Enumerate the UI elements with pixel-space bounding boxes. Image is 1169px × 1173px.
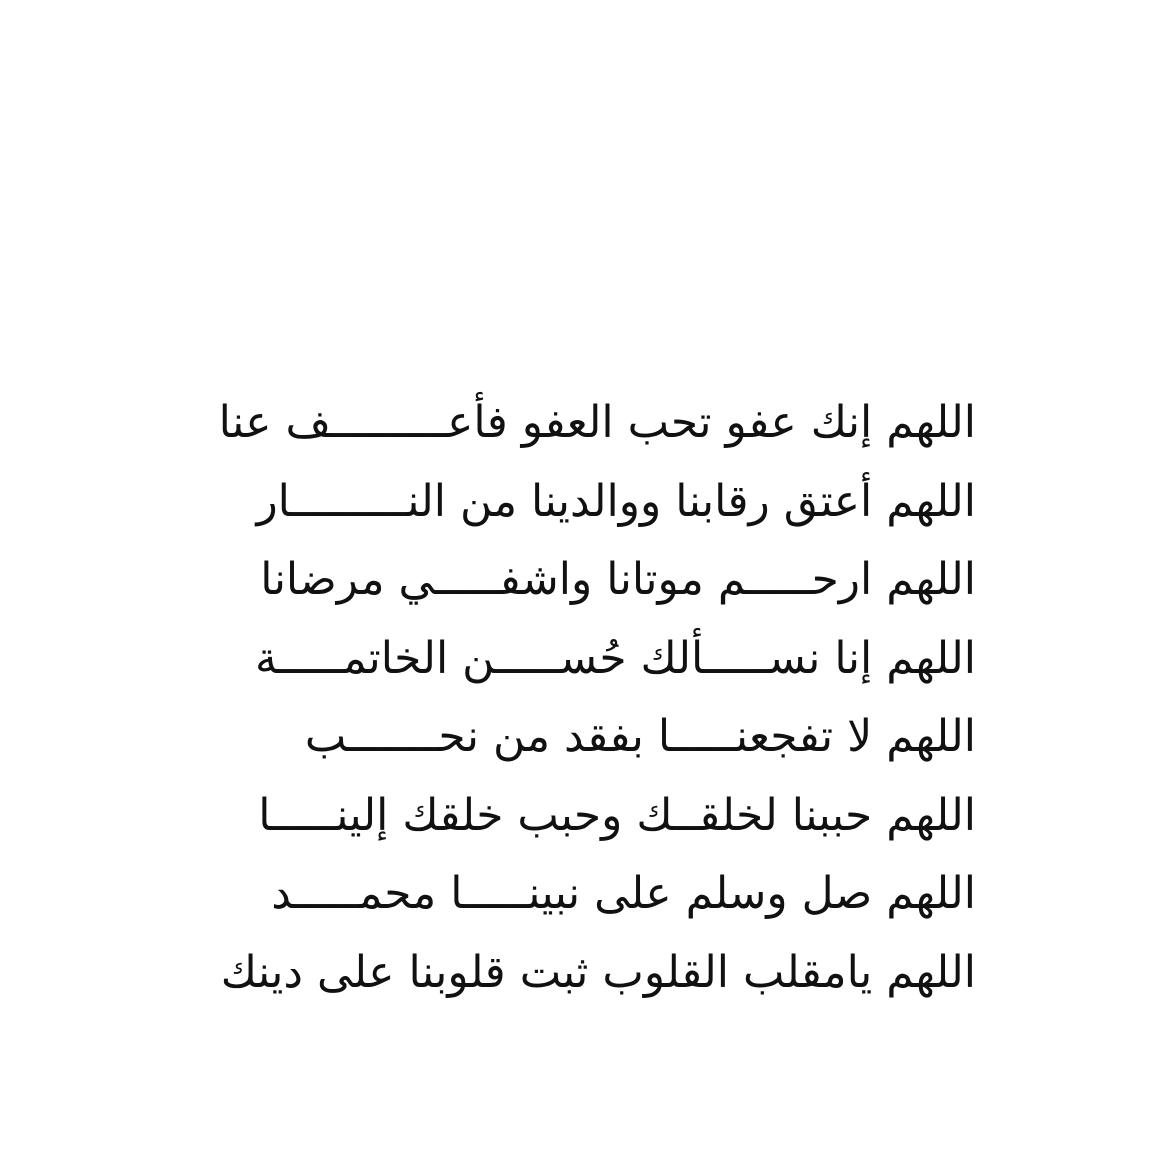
- dua-line-3: اللهم ارحـــــم موتانا واشفـــــي مرضانا: [260, 554, 976, 605]
- dua-line-8: اللهم يامقلب القلوب ثبت قلوبنا على دينك: [220, 946, 976, 998]
- dua-line-6: اللهم حببنا لخلقــك وحبب خلقك إلينـــــا: [258, 789, 976, 841]
- dua-text-block: [196, 384, 976, 1012]
- dua-line-4: اللهم إنا نســـــألك حُســـــن الخاتمـــــة: [255, 632, 976, 684]
- dua-line-1: اللهم إنك عفو تحب العفو فأعـــــــــف عنا: [218, 397, 976, 448]
- dua-line-7: اللهم صل وسلم على نبينـــــا محمـــــد: [271, 868, 976, 919]
- dua-line-2: اللهم أعتق رقابنا ووالدينا من النـــــــــار: [256, 475, 976, 527]
- dua-line-5: اللهم لا تفجعنـــــا بفقد من نحـــــــب: [304, 711, 976, 762]
